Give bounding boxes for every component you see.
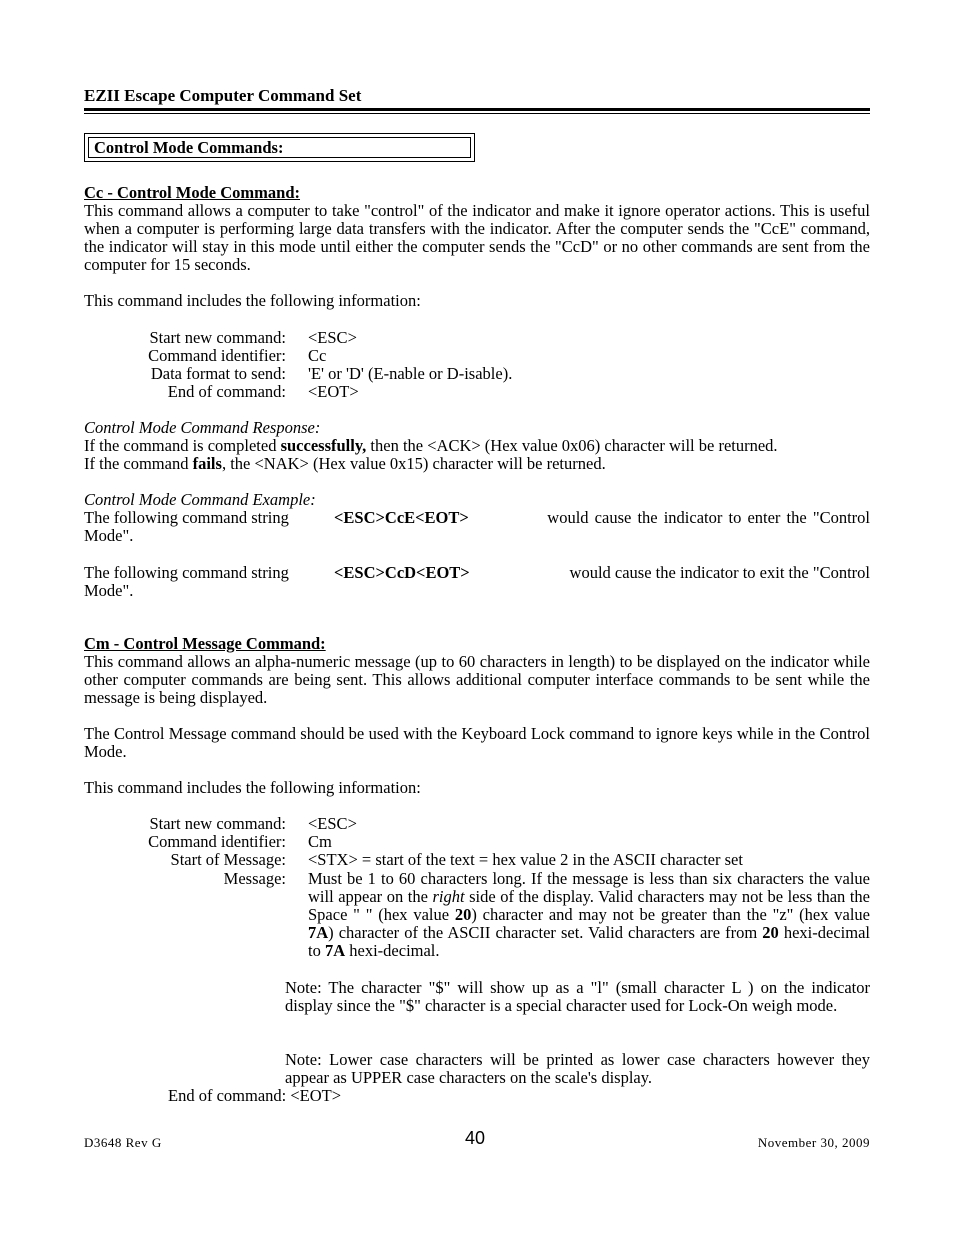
footer-date: November 30, 2009 — [757, 1135, 870, 1150]
cc-intro: This command allows a computer to take "control" of the indicator and make it ignore operator actions. This is useful when a computer is performing large data transfers with the indicator. After the computer sends the "CcE" command, the indicator will stay in this mode until either the computer sends the "CcD" or no other commands are sent from the computer for 15 seconds. — [84, 201, 870, 274]
field-value: <STX> = start of the text = hex value 2 in the ASCII character set — [308, 850, 743, 869]
cc-response-heading: Control Mode Command Response: — [84, 418, 321, 437]
field-label: Start of Message: — [170, 850, 286, 869]
cc-includes: This command includes the following information: — [84, 291, 421, 310]
cc-example-heading: Control Mode Command Example: — [84, 490, 316, 509]
field-label: Data format to send: — [150, 364, 286, 383]
field-label: Command identifier: — [148, 346, 286, 365]
cc-field-row — [84, 329, 870, 347]
cc-field-row — [84, 347, 870, 365]
section-title-box — [84, 133, 475, 162]
cm-note-dollar: Note: The character "$" will show up as a "l" (small character L ) on the indicator display since the "$" character is a special character used for Lock-On weigh mode. — [285, 978, 870, 1015]
field-label: Start new command: — [149, 328, 286, 347]
field-label: Command identifier: — [148, 832, 286, 851]
cc-field-row — [84, 365, 870, 383]
field-label: End of command: — [167, 382, 286, 401]
cm-keyboard-note: The Control Message command should be used with the Keyboard Lock command to ignore keys while in the Control Mode. — [84, 724, 870, 761]
cm-field-row — [84, 815, 870, 833]
cm-note-lowercase: Note: Lower case characters will be printed as lower case characters however they appear as UPPER case characters on the scale's display. — [285, 1050, 870, 1087]
cm-section — [84, 635, 870, 707]
cc-example-enable: The following command string <ESC>CcE<EOT> would cause the indicator to enter the "Control — [84, 508, 870, 527]
cc-example-disable: The following command string <ESC>CcD<EOT> would cause the indicator to exit the "Control — [84, 563, 870, 582]
footer-page-number: 40 — [465, 1128, 486, 1148]
cm-end-of-command: End of command: <EOT> — [168, 1086, 342, 1105]
header-rule-thick — [84, 108, 870, 111]
cm-includes: This command includes the following information: — [84, 778, 421, 797]
footer-doc-id: D3648 Rev G — [84, 1135, 162, 1150]
cc-response — [84, 419, 870, 473]
field-value: 'E' or 'D' (E-nable or D-isable). — [308, 364, 513, 383]
cc-field-row — [84, 383, 870, 401]
cm-heading: Cm - Control Message Command: — [84, 634, 326, 653]
field-value: <EOT> — [308, 382, 359, 401]
field-value: <ESC> — [308, 814, 357, 833]
cc-heading: Cc - Control Mode Command: — [84, 183, 301, 202]
field-value: Cm — [308, 832, 332, 851]
cm-intro: This command allows an alpha-numeric message (up to 60 characters in length) to be displayed on the indicator while other computer commands are being sent. This allows additional computer interface commands to be sent while the message is being displayed. — [84, 652, 870, 707]
cm-field-row — [84, 851, 870, 869]
field-label: Message: — [223, 869, 286, 888]
cc-example-disable-cont: Mode". — [84, 581, 134, 600]
cm-message-desc: Must be 1 to 60 characters long. If the message is less than six characters the value will appear on the right side of the display. Valid characters may not be less than the Space " " (hex value 20) character and may not be greater than the "z" (hex value 7A) character of the ASCII character set. Valid characters are from 20 hexi-decimal to 7A hexi-decimal. — [308, 869, 870, 960]
cc-example — [84, 491, 870, 545]
cc-section — [84, 184, 870, 274]
field-value: <ESC> — [308, 328, 357, 347]
header-rule-thin — [84, 113, 870, 114]
field-label: Start new command: — [149, 814, 286, 833]
document-title: EZII Escape Computer Command Set — [84, 86, 362, 105]
field-value: Cc — [308, 346, 327, 365]
section-title: Control Mode Commands: — [88, 137, 471, 158]
cc-response-success: If the command is completed successfully, then the <ACK> (Hex value 0x06) character will be returned. — [84, 436, 778, 455]
cc-response-fail: If the command fails, the <NAK> (Hex value 0x15) character will be returned. — [84, 454, 606, 473]
cc-example-2 — [84, 564, 870, 600]
cc-example-enable-cont: Mode". — [84, 526, 134, 545]
cm-field-row — [84, 833, 870, 851]
